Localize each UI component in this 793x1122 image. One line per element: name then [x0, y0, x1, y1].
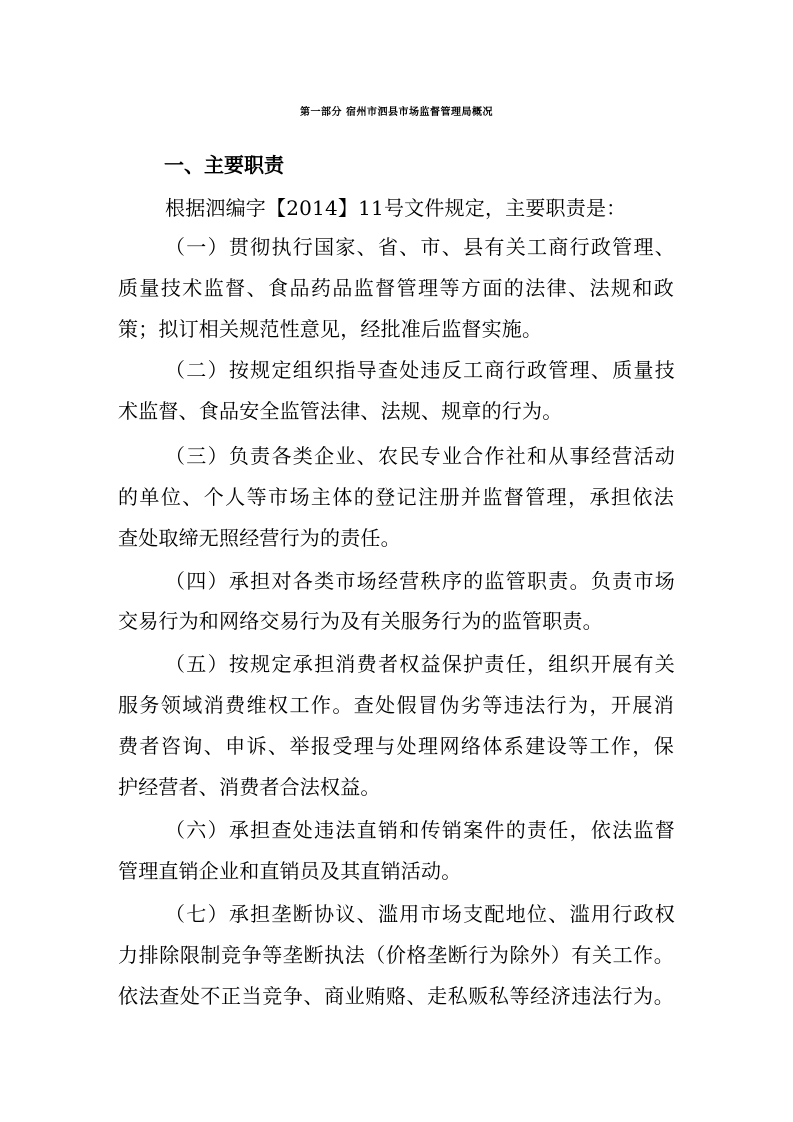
text-line: 交易行为和网络交易行为及有关服务行为的监管职责。	[118, 609, 603, 633]
text-line: （二）按规定组织指导查处违反工商行政管理、质量技	[165, 358, 675, 382]
section-heading: 一、主要职责	[164, 153, 284, 177]
text-line: （五）按规定承担消费者权益保护责任，组织开展有关	[165, 652, 675, 676]
text-line: 质量技术监督、食品药品监督管理等方面的法律、法规和政	[118, 276, 674, 300]
text-line: （六）承担查处违法直销和传销案件的责任，依法监督	[165, 818, 675, 842]
text-line: 服务领域消费维权工作。查处假冒伪劣等违法行为，开展消	[118, 693, 674, 717]
text-line: 策；拟订相关规范性意见，经批准后监督实施。	[118, 317, 543, 341]
text-line: 护经营者、消费者合法权益。	[118, 775, 381, 799]
text-line: 的单位、个人等市场主体的登记注册并监督管理，承担依法	[118, 485, 674, 509]
text-line: 费者咨询、申诉、举报受理与处理网络体系建设等工作，保	[118, 734, 674, 758]
text-line: （七）承担垄断协议、滥用市场支配地位、滥用行政权	[165, 902, 675, 926]
text-line: 管理直销企业和直销员及其直销活动。	[118, 859, 462, 883]
text-line: （三）负责各类企业、农民专业合作社和从事经营活动	[165, 444, 675, 468]
text-line: （四）承担对各类市场经营秩序的监管职责。负责市场	[165, 569, 675, 593]
text-line: 力排除限制竞争等垄断执法（价格垄断行为除外）有关工作。	[118, 943, 674, 967]
page-title: 第一部分 宿州市泗县市场监督管理局概况	[300, 107, 493, 118]
text-line: （一）贯彻执行国家、省、市、县有关工商行政管理、	[165, 235, 675, 259]
text-line: 依法查处不正当竞争、商业贿赂、走私贩私等经济违法行为。	[118, 984, 674, 1008]
text-line: 根据泗编字【2014】11号文件规定，主要职责是：	[165, 196, 627, 220]
text-line: 术监督、食品安全监管法律、法规、规章的行为。	[118, 399, 563, 423]
text-line: 查处取缔无照经营行为的责任。	[118, 526, 401, 550]
